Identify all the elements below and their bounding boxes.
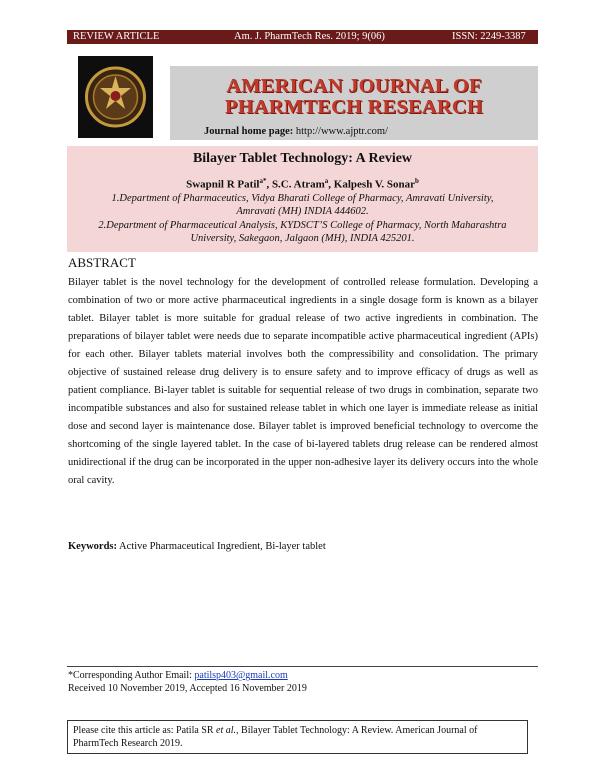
journal-title-line-2: PHARMTECH RESEARCH <box>224 96 484 118</box>
abstract-heading: ABSTRACT <box>68 255 136 270</box>
journal-seal-icon <box>78 56 153 138</box>
article-title-box <box>67 146 538 252</box>
author-affiliation-mark: a* <box>259 177 267 185</box>
received-dates: Received 10 November 2019, Accepted 16 November 2019 <box>68 683 307 694</box>
issn: ISSN: 2249-3387 <box>452 31 526 42</box>
journal-header-bar <box>67 30 538 44</box>
keywords <box>68 541 326 552</box>
home-page-label: Journal home page: <box>204 126 294 137</box>
citation-etal: et al., <box>216 725 239 736</box>
corresponding-label: *Corresponding Author Email: <box>68 670 192 681</box>
affiliation-line: 1.Department of Pharmaceutics, Vidya Bharati College of Pharmacy, Amravati University, <box>111 193 494 204</box>
author-affiliation-mark: b <box>415 177 419 185</box>
journal-masthead <box>67 52 538 142</box>
author-name: Kalpesh V. Sonar <box>333 178 416 191</box>
journal-title-panel <box>170 66 538 140</box>
affiliation-line: Amravati (MH) INDIA 444602. <box>236 206 369 217</box>
citation-prefix: Please cite this article as: Patila SR <box>73 725 214 736</box>
footer-divider <box>67 666 538 667</box>
affiliation-line: University, Sakegaon, Jalgaon (MH), INDIA 425201. <box>190 233 415 244</box>
author-affiliation-mark: a <box>324 177 329 185</box>
keywords-label: Keywords: <box>68 541 117 552</box>
journal-title-line-1: AMERICAN JOURNAL OF <box>226 75 482 97</box>
author-name: Swapnil R Patil <box>186 178 260 191</box>
author-list: Swapnil R Patil$^{a*}$, S.C. Atram$^a$, Kalpesh V. Sonar$^b$ <box>186 177 419 191</box>
citation-rest: Bilayer Tablet Technology: A Review. American Journal of PharmTech Research 2019. <box>73 725 478 749</box>
article-type: REVIEW ARTICLE <box>73 31 160 42</box>
citation-box <box>67 720 528 754</box>
abstract-text: Bilayer tablet is the novel technology for the development of controlled release formulation. Developing a combination of two or more active pharmaceutical ingredients in a single dosage form is known as a bilayer tablet. Bilayer tablet is more suitable for gradual release of two active ingredients in combination. The preparations of bilayer tablet were needs due to separate incompatible active pharmaceutical ingredient (APIs) for each other. Bilayer tablets material involves both the compressibility and consolidation. The primary objective of sustained release drug delivery is to ensure safety and to improve efficacy of drugs as well as patient compliance. Bi-layer tablet is suitable for sequential release of two drugs in combination, separate two incompatible substances and also for sustained release tablet in which one layer is immediate release as initial dose and second layer is maintenance dose. Bilayer tablet is improved beneficial technology to overcome the shortcoming of the single layered tablet. In the case of bi-layered tablets drug release can be rendered almost unidirectional if the drug can be incorporated in the upper non-adhesive layer its delivery occurs into the whole oral cavity. <box>68 277 538 486</box>
paper-title: Bilayer Tablet Technology: A Review <box>192 151 413 166</box>
journal-title <box>170 76 538 118</box>
home-page-link[interactable]: http://www.ajptr.com/ <box>295 126 388 137</box>
journal-reference: Am. J. PharmTech Res. 2019; 9(06) <box>234 31 385 42</box>
corresponding-author <box>68 670 288 682</box>
keywords-list: Active Pharmaceutical Ingredient, Bi-layer tablet <box>119 541 326 552</box>
affiliation-line: 2.Department of Pharmaceutical Analysis, KYDSCT’S College of Pharmacy, North Maharashtra <box>98 220 507 231</box>
author-email-link[interactable]: patilsp403@gmail.com <box>194 670 288 681</box>
author-name: S.C. Atram <box>271 178 325 191</box>
journal-home-page <box>204 126 388 137</box>
